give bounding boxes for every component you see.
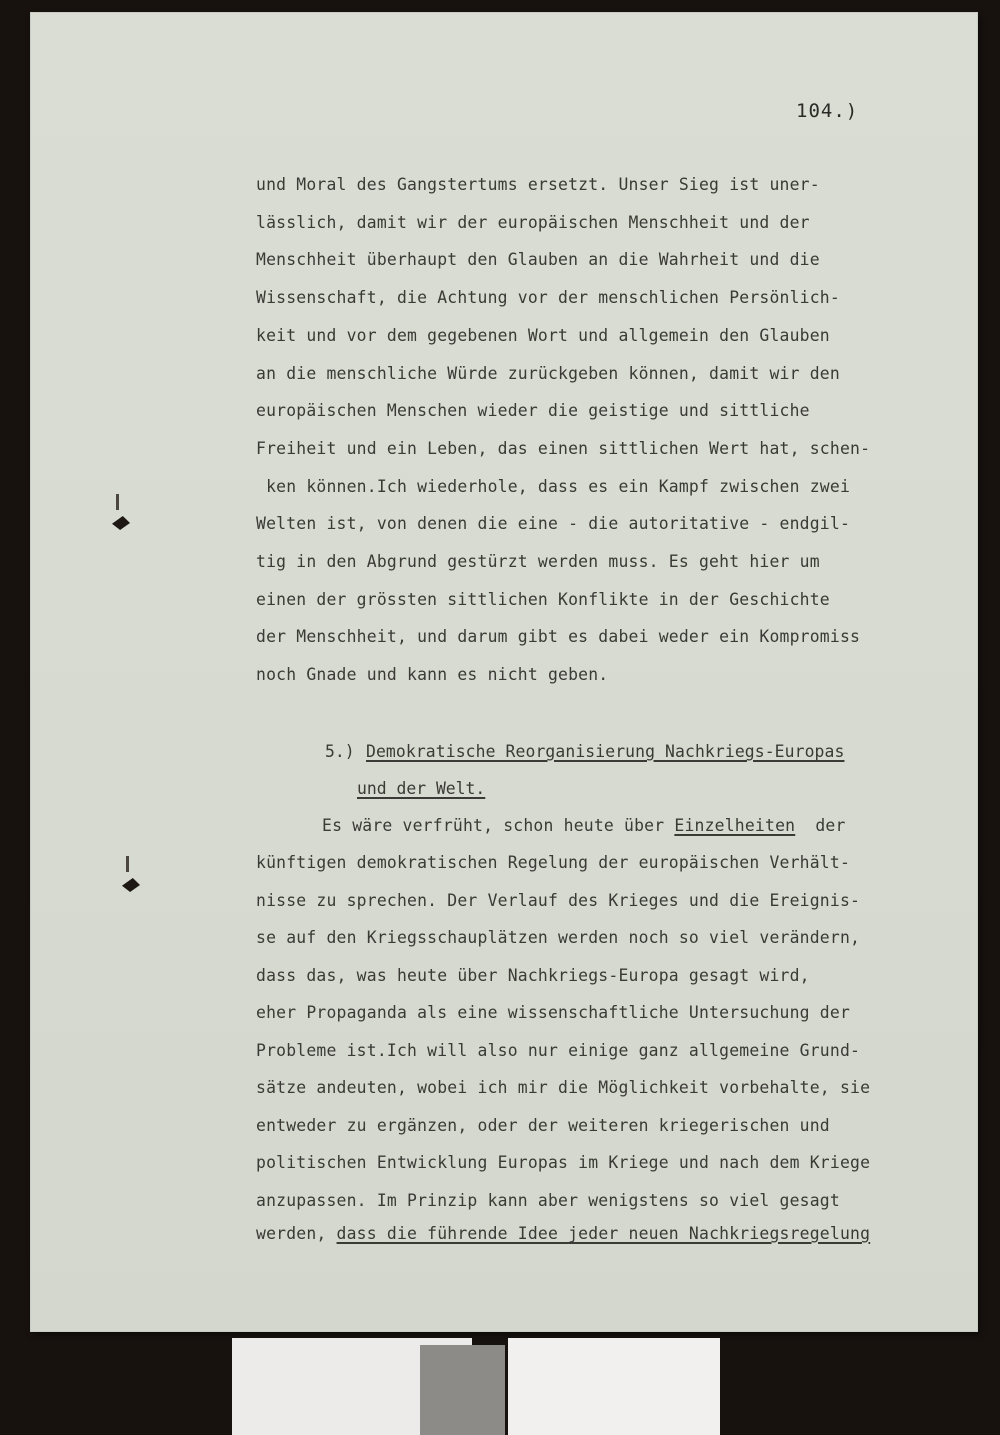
paragraph-1-line: europäischen Menschen wieder die geistige und sittliche (256, 401, 810, 421)
paragraph-2-line: entweder zu ergänzen, oder der weiteren kriegerischen und (256, 1115, 830, 1135)
paragraph-2-line: nisse zu sprechen. Der Verlauf des Krieges und die Ereignis- (256, 890, 861, 910)
paragraph-1-line: ken können.Ich wiederhole, dass es ein Kampf zwischen zwei (256, 476, 851, 496)
emphasis-einzelheiten: Einzelheiten (674, 816, 796, 835)
color-card-gray (420, 1345, 505, 1435)
emphasis-leading-idea: dass die führende Idee jeder neuen Nachkriegsregelung (336, 1224, 871, 1243)
paragraph-1-line: an die menschliche Würde zurückgeben können, damit wir den (256, 363, 840, 383)
paragraph-2-last-line (256, 1224, 870, 1244)
paragraph-1-line: lässlich, damit wir der europäischen Menschheit und der (256, 212, 810, 232)
paragraph-2-line: sätze andeuten, wobei ich mir die Möglichkeit vorbehalte, sie (256, 1078, 871, 1097)
punch-hole-lower-mark (126, 856, 129, 872)
section-number: 5.) (325, 742, 355, 761)
paragraph-2-line: eher Propaganda als eine wissenschaftliche Untersuchung der (256, 1003, 851, 1022)
paragraph-2-line: se auf den Kriegsschauplätzen werden noch so viel verändern, (256, 928, 861, 947)
paragraph-1-line: der Menschheit, und darum gibt es dabei weder ein Kompromiss (256, 627, 861, 647)
paragraph-1-line: tig in den Abgrund gestürzt werden muss. Es geht hier um (256, 552, 820, 571)
last-line-prefix: werden, (256, 1224, 337, 1243)
paragraph-1-line: keit und vor dem gegebenen Wort und allgemein den Glauben (256, 325, 830, 345)
page-number: 104.) (796, 100, 859, 122)
paragraph-2-line: politischen Entwicklung Europas im Kriege und nach dem Kriege (256, 1153, 871, 1172)
punch-hole-upper-mark (116, 494, 119, 510)
paragraph-1-line: Menschheit überhaupt den Glauben an die Wahrheit und die (256, 250, 820, 270)
paragraph-2-line: Probleme ist.Ich will also nur einige ganz allgemeine Grund- (256, 1040, 861, 1060)
paragraph-1-line: Welten ist, von denen die eine - die autoritative - endgil- (256, 514, 851, 534)
section-title-line-2: und der Welt. (357, 779, 486, 798)
paragraph-2-line: dass das, was heute über Nachkriegs-Europa gesagt wird, (256, 965, 810, 985)
paragraph-2-line: anzupassen. Im Prinzip kann aber wenigstens so viel gesagt (256, 1190, 840, 1210)
section-title-line-1: Demokratische Reorganisierung Nachkriegs-Europas (366, 742, 845, 761)
paragraph-1-line: und Moral des Gangstertums ersetzt. Unser Sieg ist uner- (256, 175, 820, 194)
color-card-right (508, 1338, 720, 1435)
paragraph-2-line-1-suffix: der (795, 816, 846, 835)
paragraph-2-line: künftigen demokratischen Regelung der europäischen Verhält- (256, 853, 851, 872)
paragraph-2-line-1-prefix: Es wäre verfrüht, schon heute über (322, 816, 675, 835)
paragraph-1-line: Wissenschaft, die Achtung vor der menschlichen Persönlich- (256, 288, 840, 308)
paragraph-1-line: Freiheit und ein Leben, das einen sittlichen Wert hat, schen- (256, 438, 871, 458)
paragraph-2-line-1 (322, 816, 846, 836)
paragraph-1-line: noch Gnade und kann es nicht geben. (256, 665, 609, 685)
paragraph-1-line: einen der grössten sittlichen Konflikte in der Geschichte (256, 589, 830, 609)
